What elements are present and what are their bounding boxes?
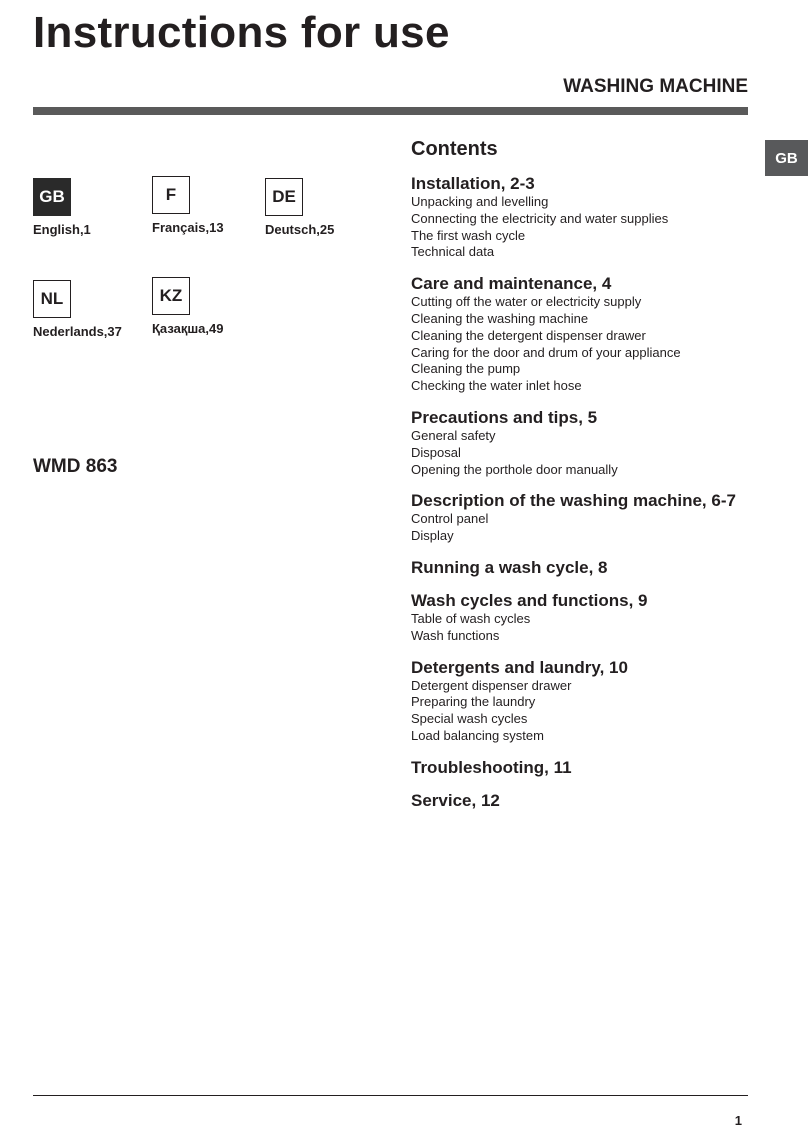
section-title-link[interactable]: Running a wash cycle, 8 bbox=[411, 557, 608, 577]
language-code-box: KZ bbox=[152, 277, 190, 315]
section-title-link[interactable]: Precautions and tips, 5 bbox=[411, 407, 598, 427]
section-item: Wash functions bbox=[411, 627, 500, 643]
language-kz[interactable] bbox=[152, 277, 224, 336]
section-title-link[interactable]: Installation, 2-3 bbox=[411, 174, 535, 193]
language-name: Қазақша,49 bbox=[152, 321, 224, 336]
section-item: Unpacking and levelling bbox=[411, 194, 549, 209]
contents-section bbox=[411, 591, 761, 645]
section-item: Display bbox=[411, 528, 454, 544]
language-name: Nederlands,37 bbox=[33, 324, 122, 339]
language-de[interactable] bbox=[265, 178, 334, 237]
section-item: Cleaning the washing machine bbox=[411, 310, 589, 326]
section-item: Table of wash cycles bbox=[411, 610, 531, 626]
language-name: English,1 bbox=[33, 222, 91, 237]
document-subtitle: WASHING MACHINE bbox=[563, 76, 748, 97]
section-item: The first wash cycle bbox=[411, 227, 526, 243]
section-title-link[interactable]: Care and maintenance, 4 bbox=[411, 274, 612, 294]
contents-section bbox=[411, 174, 761, 261]
section-item: Connecting the electricity and water supplies bbox=[411, 210, 669, 226]
section-item: Opening the porthole door manually bbox=[411, 461, 618, 477]
header-divider bbox=[33, 107, 748, 115]
contents-section bbox=[411, 558, 761, 578]
section-item: Load balancing system bbox=[411, 727, 544, 743]
language-f[interactable] bbox=[152, 176, 224, 235]
section-item: Detergent dispenser drawer bbox=[411, 677, 572, 693]
section-item: Preparing the laundry bbox=[411, 694, 536, 710]
page-number: 1 bbox=[734, 1113, 742, 1128]
language-code-box: F bbox=[152, 176, 190, 214]
section-title-link[interactable]: Service, 12 bbox=[411, 790, 500, 810]
section-item: Disposal bbox=[411, 444, 461, 460]
section-item: Cleaning the pump bbox=[411, 361, 521, 377]
section-item: Checking the water inlet hose bbox=[411, 378, 582, 394]
section-item: Special wash cycles bbox=[411, 711, 528, 727]
section-title-link[interactable]: Detergents and laundry, 10 bbox=[411, 657, 628, 677]
language-code-box: NL bbox=[33, 280, 71, 318]
section-item: Cutting off the water or electricity supply bbox=[411, 294, 642, 310]
contents-heading: Contents bbox=[411, 138, 498, 160]
contents-section bbox=[411, 408, 761, 478]
language-side-tab: GB bbox=[765, 140, 808, 176]
language-gb[interactable] bbox=[33, 178, 91, 237]
section-item: General safety bbox=[411, 427, 496, 443]
contents-section bbox=[411, 791, 761, 811]
contents-section bbox=[411, 274, 761, 395]
language-name: Français,13 bbox=[152, 220, 224, 235]
language-code-box: DE bbox=[265, 178, 303, 216]
section-title-link[interactable]: Wash cycles and functions, 9 bbox=[411, 590, 648, 610]
language-code-box: GB bbox=[33, 178, 71, 216]
language-nl[interactable] bbox=[33, 280, 122, 339]
section-title-link[interactable]: Troubleshooting, 11 bbox=[411, 757, 572, 777]
section-item: Caring for the door and drum of your appliance bbox=[411, 344, 681, 360]
section-item: Technical data bbox=[411, 244, 495, 260]
table-of-contents bbox=[411, 137, 761, 824]
contents-section bbox=[411, 758, 761, 778]
footer-divider bbox=[33, 1095, 748, 1096]
section-item: Cleaning the detergent dispenser drawer bbox=[411, 327, 646, 343]
model-number: WMD 863 bbox=[33, 456, 118, 477]
section-item: Control panel bbox=[411, 511, 489, 527]
contents-section bbox=[411, 658, 761, 745]
contents-section bbox=[411, 491, 761, 545]
language-name: Deutsch,25 bbox=[265, 222, 335, 237]
page-title: Instructions for use bbox=[33, 8, 450, 57]
section-title-link[interactable]: Description of the washing machine, 6-7 bbox=[411, 491, 736, 511]
